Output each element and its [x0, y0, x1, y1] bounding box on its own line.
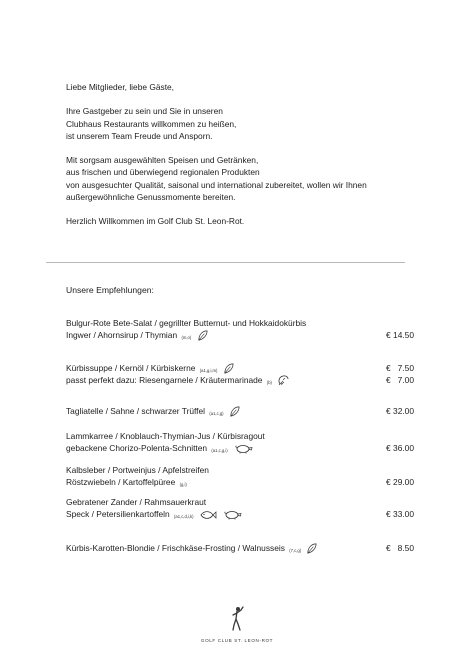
- closing-line: Herzlich Willkommen im Golf Club St. Leon-Rot.: [66, 216, 245, 227]
- price: € 7.00: [386, 375, 414, 385]
- pig-icon: [222, 509, 242, 523]
- dish-text: Tagliatelle / Sahne / schwarzer Trüffel: [66, 406, 206, 416]
- dish-text: gebackene Chorizo-Polenta-Schnitten: [66, 443, 208, 453]
- logo-text: GOLF CLUB ST. LEON-ROT: [200, 638, 274, 643]
- menu-item-line: [66, 476, 414, 488]
- allergen-codes: (a1,c,g): [209, 411, 224, 416]
- intro-line: Clubhaus Restaurants willkommen zu heißen,: [66, 118, 237, 129]
- menu-item-line: [66, 542, 414, 554]
- leaf-icon: [229, 406, 240, 420]
- golfer-icon: [229, 606, 245, 632]
- menu-item-line: [66, 442, 414, 454]
- menu-item: [66, 464, 414, 488]
- price: € 32.00: [386, 406, 414, 416]
- price: € 8.50: [386, 543, 414, 553]
- allergen-codes: (m,o): [181, 335, 192, 340]
- price: € 36.00: [386, 443, 414, 453]
- leaf-icon: [306, 543, 317, 557]
- allergen-codes: (b): [266, 380, 272, 385]
- menu-item-line: [66, 496, 414, 508]
- menu-item-line: [66, 329, 414, 341]
- menu-item: [66, 430, 414, 454]
- club-logo: [200, 606, 274, 643]
- dish-text: Lammkarree / Knoblauch-Thymian-Jus / Kürbisragout: [66, 431, 265, 441]
- dish-text: passt perfekt dazu: Riesengarnele / Kräutermarinade: [66, 375, 263, 385]
- intro-line: von ausgesuchter Qualität, saisonal und international zubereitet, wollen wir Ihnen: [66, 179, 367, 190]
- menu-item-line: [66, 508, 414, 520]
- allergen-codes: (7,c,g): [289, 548, 302, 553]
- intro-line: ist unserem Team Freude und Ansporn.: [66, 130, 213, 141]
- intro-line: aus frischen und überwiegend regionalen Produkten: [66, 167, 260, 178]
- menu-item: [66, 496, 414, 520]
- allergen-codes: (a1,c,g,i): [211, 448, 228, 453]
- dish-text: Speck / Petersilienkartoffeln: [66, 509, 170, 519]
- menu-item: [66, 362, 414, 386]
- divider-line: [46, 262, 405, 263]
- menu-item: [66, 542, 414, 554]
- recommendations-title: Unsere Empfehlungen:: [66, 285, 154, 295]
- dish-text: Röstzwiebeln / Kartoffelpüree: [66, 477, 176, 487]
- menu-item-line: [66, 430, 414, 442]
- intro-line: Mit sorgsam ausgewählten Speisen und Getränken,: [66, 155, 259, 166]
- menu-item: [66, 317, 414, 341]
- menu-item-line: [66, 374, 414, 386]
- price: € 29.00: [386, 477, 414, 487]
- dish-text: Ingwer / Ahornsirup / Thymian: [66, 330, 178, 340]
- menu-item-line: [66, 464, 414, 476]
- dish-text: Kürbis-Karotten-Blondie / Frischkäse-Frosting / Walnusseis: [66, 543, 285, 553]
- dish-text: Bulgur-Rote Bete-Salat / gegrillter Butternut- und Hokkaidokürbis: [66, 318, 307, 328]
- price: € 33.00: [386, 509, 414, 519]
- menu-item-line: [66, 317, 414, 329]
- shrimp-icon: [277, 374, 289, 389]
- dish-text: Kürbissuppe / Kernöl / Kürbiskerne: [66, 363, 196, 373]
- price: € 14.50: [386, 330, 414, 340]
- intro-paragraph-2: [66, 154, 426, 203]
- intro-text: [66, 81, 426, 240]
- intro-line: Ihre Gastgeber zu sein und Sie in unseren: [66, 106, 223, 117]
- menu-item-line: [66, 362, 414, 374]
- greeting: Liebe Mitglieder, liebe Gäste,: [66, 82, 175, 92]
- dish-text: Gebratener Zander / Rahmsauerkraut: [66, 497, 207, 507]
- pig-icon: [233, 443, 253, 457]
- allergen-codes: (a1,c,d,i,k): [174, 514, 194, 519]
- dish-text: Kalbsleber / Portweinjus / Apfelstreifen: [66, 465, 209, 475]
- leaf-icon: [197, 330, 208, 344]
- price: € 7.50: [386, 363, 414, 373]
- intro-paragraph-1: [66, 105, 426, 142]
- menu-item: [66, 405, 414, 417]
- allergen-codes: (a1,g,i,m): [199, 368, 218, 373]
- fish-icon: [199, 510, 217, 523]
- menu-item-line: [66, 405, 414, 417]
- allergen-codes: (g,i): [179, 482, 187, 487]
- intro-line: außergewöhnliche Genussmomente bereiten.: [66, 191, 236, 202]
